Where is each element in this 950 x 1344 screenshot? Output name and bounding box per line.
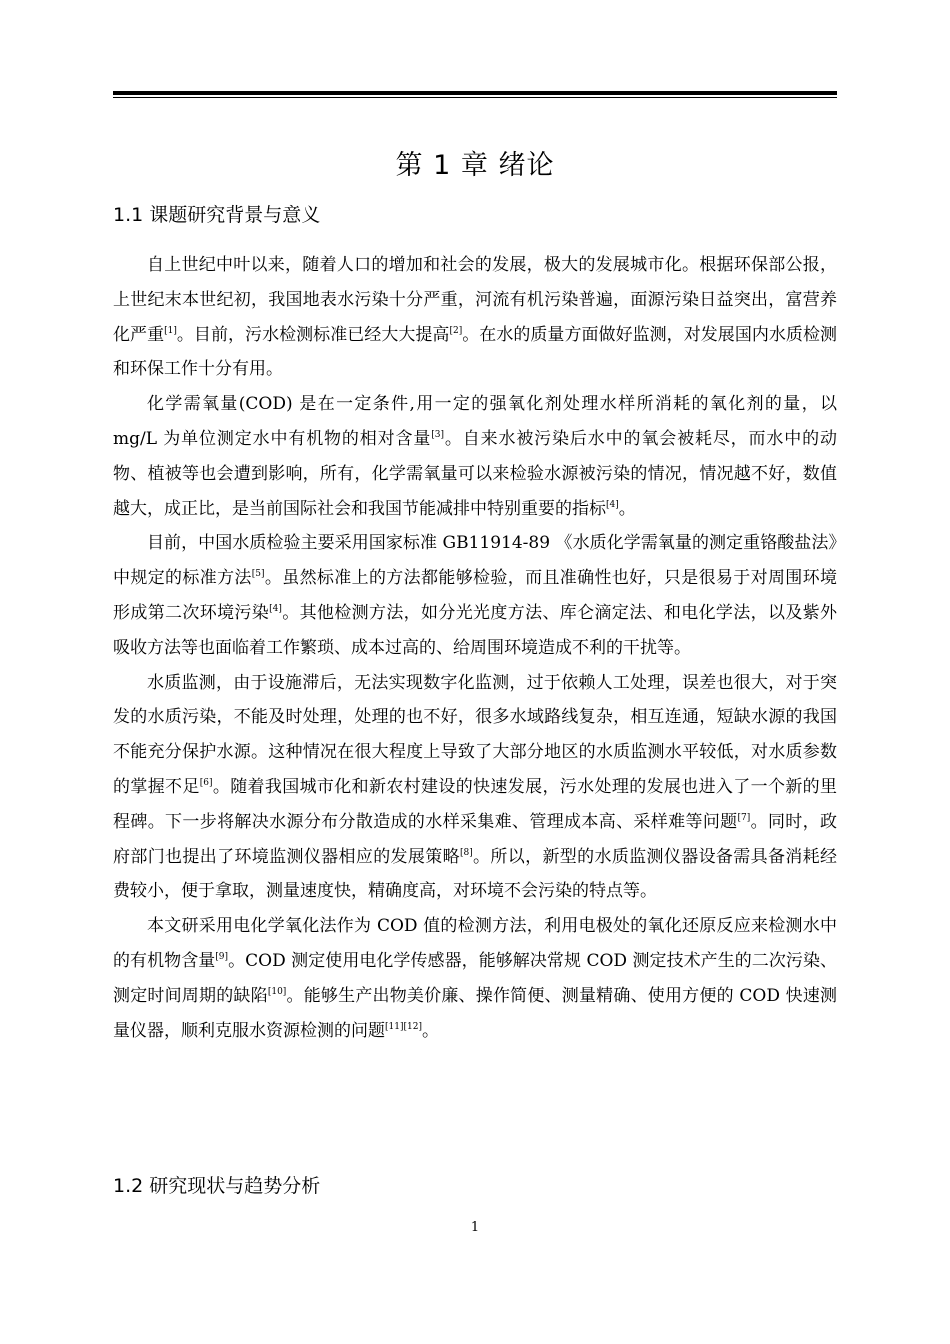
paragraph-text: 目前，中国水质检验主要采用国家标准 GB11914-89 《水质化学需氧量的测定重铬酸盐法》中规定的标准方法 [113,533,837,589]
citation-marker: [4] [606,499,619,510]
paragraph-text: 。在水的质量方面做好监测，对发展国内水质检测和环保工作十分有用。 [113,324,838,380]
paragraph-text: 。 [421,1020,439,1041]
citation-marker: [7] [737,812,751,823]
section-heading-1-1: 1.1 课题研究背景与意义 [113,204,321,226]
citation-marker: [10] [267,986,287,997]
citation-marker: [9] [215,951,229,962]
citation-marker: [6] [199,777,213,788]
citation-marker: [1] [164,325,177,336]
paragraph-text: 化学需氧量(COD) 是在一定条件,用一定的强氧化剂处理水样所消耗的氧化剂的量，以 mg/L 为单位测定水中有机物的相对含量 [113,394,837,449]
paragraph-text: 本文研采用电化学氧化法作为 COD 值的检测方法，利用电极处的氧化还原反应来检测水中的有机物含量 [113,916,837,971]
paragraph-text: 。目前，污水检测标准已经大大提高 [176,324,450,345]
paragraph-text: 。其他检测方法，如分光光度方法、库仑滴定法、和电化学法，以及紫外吸收方法等也面临着工作繁琐、成本过高的、给周围环境造成不利的干扰等。 [113,602,838,658]
paragraph-text: 自上世纪中叶以来，随着人口的增加和社会的发展，极大的发展城市化。根据环保部公报，上世纪末本世纪初，我国地表水污染十分严重，河流有机污染普遍，面源污染日益突出，富营养化严重 [113,255,837,345]
chapter-title: 第 1 章 绪论 [395,150,555,181]
citation-marker: [8] [459,847,473,858]
paragraph-text: 。随着我国城市化和新农村建设的快速发展，污水处理的发展也进入了一个新的里程碑。下一步将解决水源分布分散造成的水样采集难、管理成本高、采样难等问题 [113,776,838,832]
paragraph-monitoring-status [113,666,837,910]
paragraph-text: 。同时，政府部门也提出了环境监测仪器相应的发展策略 [113,811,838,867]
paragraph-cod-definition [113,387,837,526]
paragraph-standard-methods [113,526,837,665]
header-rule-thick [113,91,837,95]
header-rule-thin [113,97,837,98]
paragraph-text: 。COD 测定使用电化学传感器，能够解决常规 COD 测定技术产生的二次污染、测定时间周期的缺陷 [113,950,838,1006]
section-heading-1-2: 1.2 研究现状与趋势分析 [113,1175,321,1197]
citation-marker: [2] [449,325,463,336]
paragraph-text: 。自来水被污染后水中的氧会被耗尽，而水中的动物、植被等也会遭到影响，所有，化学需氧量可以来检验水源被污染的情况，情况越不好，数值越大，成正比，是当前国际社会和我国节能减排中特别重要的指标 [113,428,837,519]
paragraph-text: 。虽然标准上的方法都能够检验，而且准确性也好，只是很易于对周围环境形成第二次环境污染 [113,568,837,623]
body-text [113,248,837,1048]
paragraph-text: 水质监测，由于设施滞后，无法实现数字化监测，过于依赖人工处理，误差也很大，对于突发的水质污染，不能及时处理，处理的也不好，很多水域路线复杂，相互连通，短缺水源的我国不能充分保护水源。这种情况在很大程度上导致了大部分地区的水质监测水平较低，对水质参数的掌握不足 [113,672,837,797]
paragraph-text: 。能够生产出物美价廉、操作简便、测量精确、使用方便的 COD 快速测量仪器，顺利克服水资源检测的问题 [113,985,837,1041]
citation-marker: [4] [269,603,282,614]
citation-marker: [3] [431,429,444,440]
paragraph-background [113,248,837,387]
citation-marker: [5] [251,569,265,580]
paragraph-text: 。 [618,498,636,519]
page-number: 1 [470,1220,480,1235]
paragraph-text: 。所以，新型的水质监测仪器设备需具备消耗经费较小，便于拿取，测量速度快，精确度高，对环境不会污染的特点等。 [113,846,838,902]
paragraph-this-work [113,909,837,1048]
citation-marker: [11][12] [385,1021,422,1032]
